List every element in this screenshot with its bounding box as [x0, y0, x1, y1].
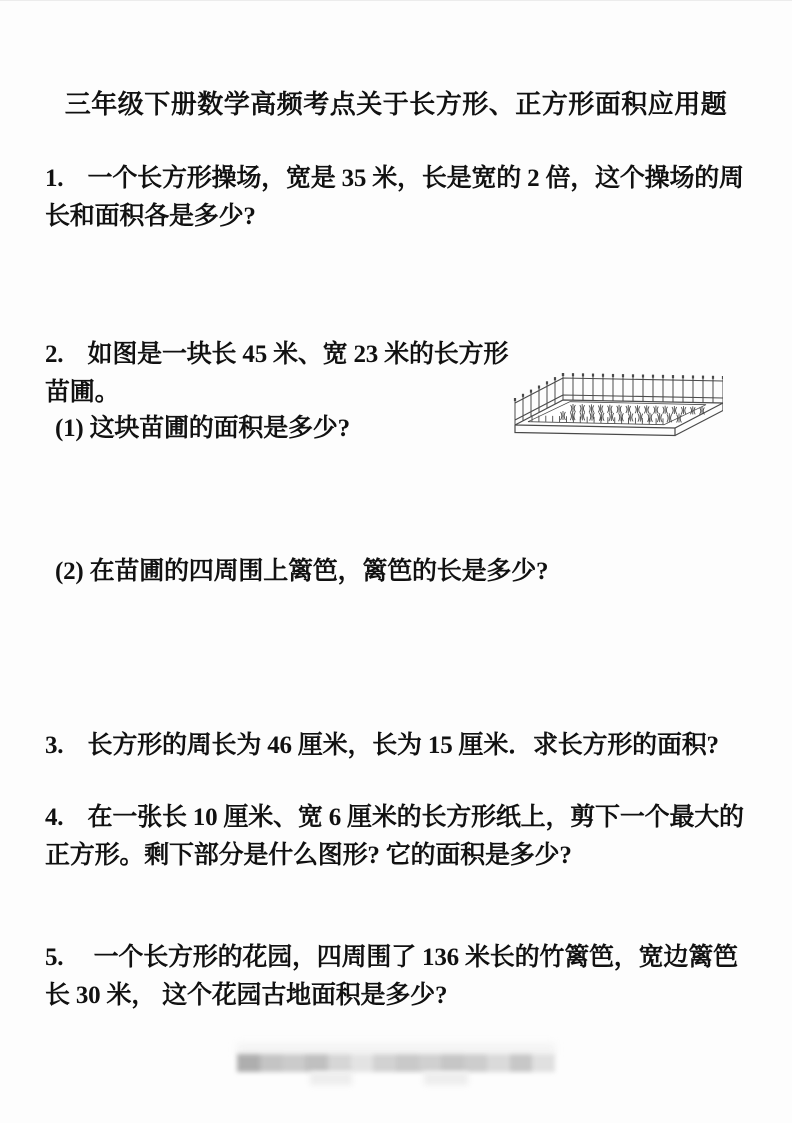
watermark-segment	[464, 1054, 487, 1072]
watermark-segment	[260, 1054, 283, 1072]
watermark-segment	[305, 1054, 328, 1072]
watermark-segment	[373, 1054, 396, 1072]
watermark-segment	[532, 1054, 555, 1072]
fenced-plot-illustration	[505, 363, 723, 443]
watermark-segment	[282, 1054, 305, 1072]
worksheet-title: 三年级下册数学高频考点关于长方形、正方形面积应用题	[64, 89, 728, 119]
watermark-segment	[510, 1054, 533, 1072]
watermark-segment	[396, 1054, 419, 1072]
problem-3-line-1: 3. 长方形的周长为 46 厘米，长为 15 厘米．求长方形的面积?	[45, 732, 719, 759]
watermark-smudge	[424, 1072, 468, 1085]
problem-2-subquestion-1: (1) 这块苗圃的面积是多少?	[55, 415, 350, 442]
blurred-watermark	[237, 1054, 555, 1072]
watermark-segment	[328, 1054, 351, 1072]
problem-4-line-2: 正方形。剩下部分是什么图形? 它的面积是多少?	[45, 842, 572, 869]
problem-1-line-1: 1. 一个长方形操场，宽是 35 米，长是宽的 2 倍，这个操场的周	[45, 165, 744, 192]
nursery-plot-figure	[505, 363, 723, 443]
problem-5-line-2: 长 30 米， 这个花园古地面积是多少?	[45, 982, 448, 1009]
problem-4-line-1: 4. 在一张长 10 厘米、宽 6 厘米的长方形纸上，剪下一个最大的	[45, 804, 744, 831]
problem-1-line-2: 长和面积各是多少?	[45, 203, 256, 230]
watermark-segment	[351, 1054, 374, 1072]
problem-2-line-1: 2. 如图是一块长 45 米、宽 23 米的长方形	[45, 341, 509, 368]
watermark-segment	[487, 1054, 510, 1072]
watermark-smudge	[310, 1072, 352, 1085]
problem-2-line-2: 苗圃。	[45, 379, 120, 406]
watermark-segment	[237, 1054, 260, 1072]
watermark-segment	[441, 1054, 464, 1072]
problem-5-line-1: 5. 一个长方形的花园，四周围了 136 米长的竹篱笆，宽边篱笆	[45, 944, 738, 971]
watermark-segment	[419, 1054, 442, 1072]
problem-2-subquestion-2: (2) 在苗圃的四周围上篱笆，篱笆的长是多少?	[55, 558, 549, 585]
